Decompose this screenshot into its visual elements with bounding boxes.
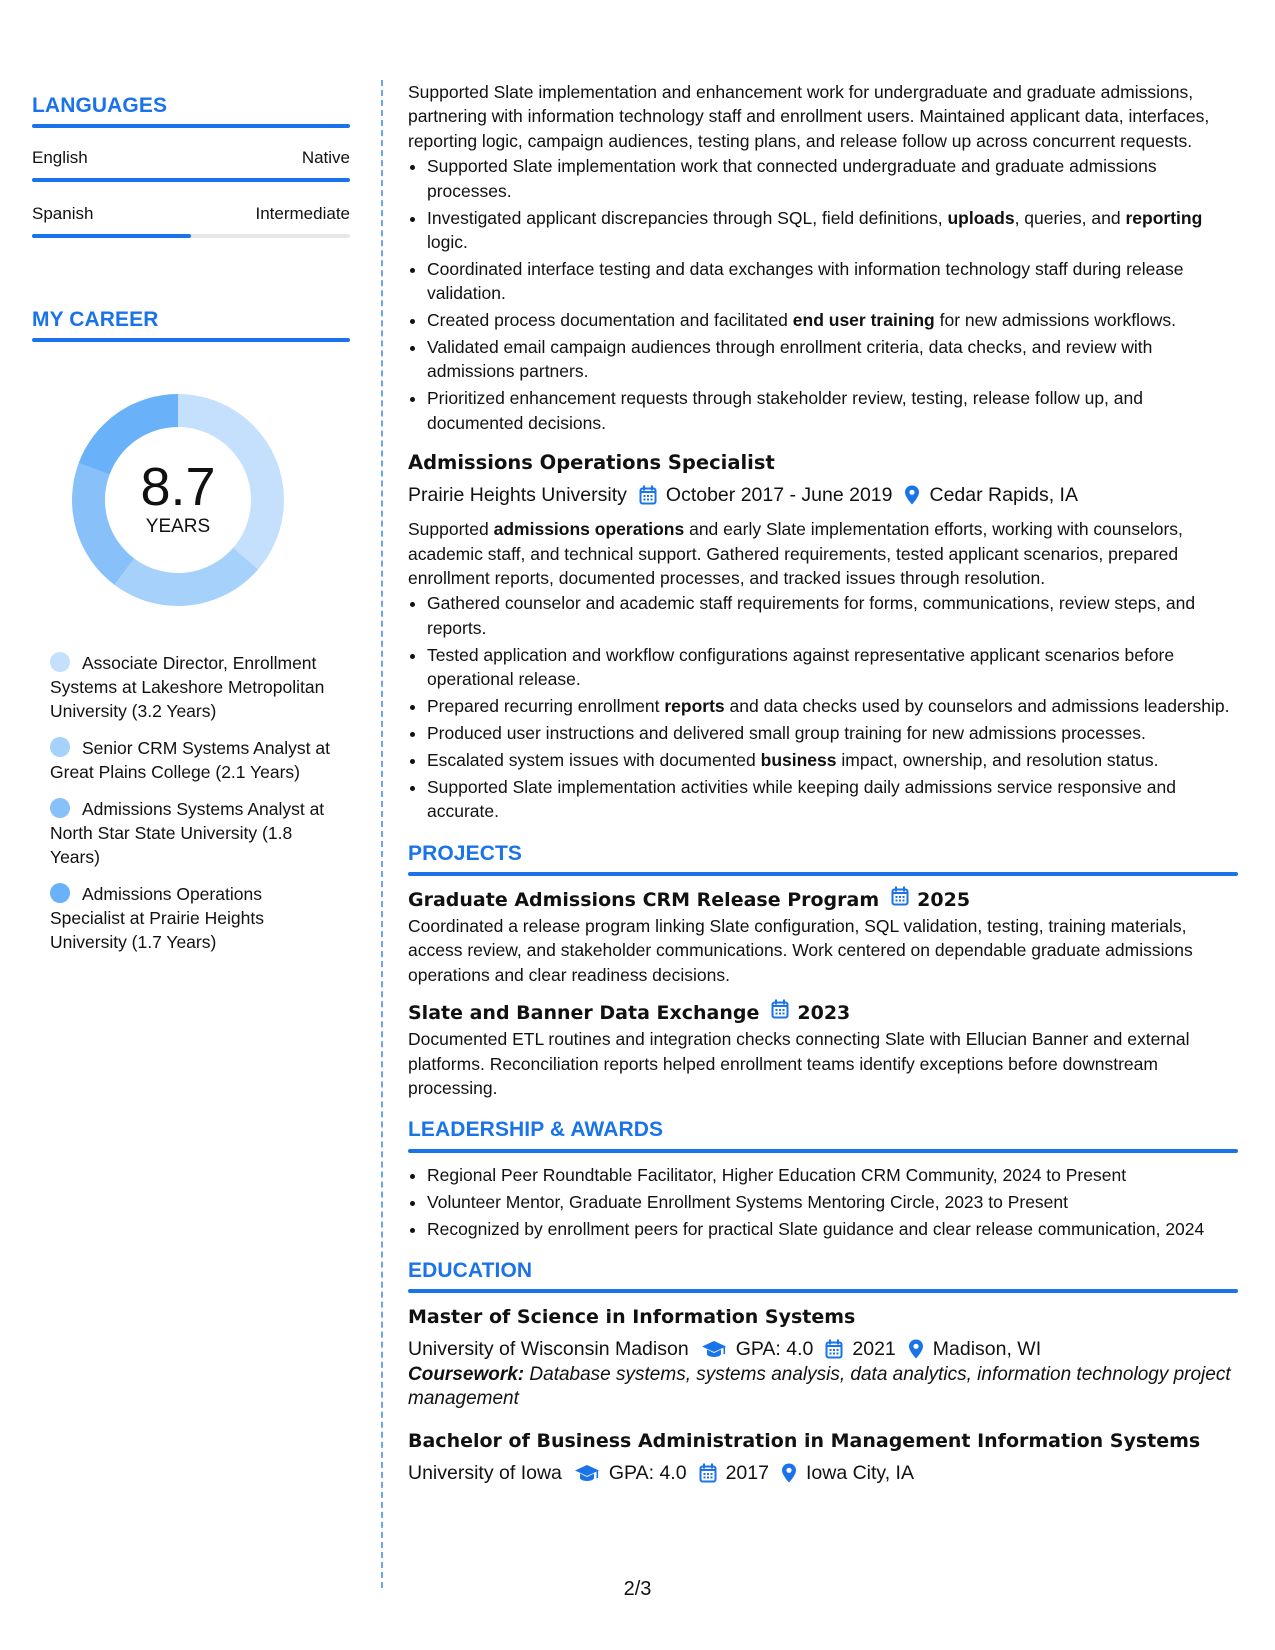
project-description: Coordinated a release program linking Slate configuration, SQL validation, testing, training materials, access review, and stakeholder communications. Work centered on dependable graduate admissions operations and clear readiness decisions. — [408, 915, 1193, 985]
degree-title: Master of Science in Information Systems — [408, 1306, 856, 1329]
bullet-item: • Created process documentation and facilitated end user training for new admissions workflows. — [427, 308, 1238, 332]
job-bullets — [427, 591, 1238, 823]
language-bar — [32, 234, 350, 238]
legend-label: Associate Director, Enrollment Systems at Lakeshore Metropolitan University (3.2 Years) — [50, 653, 325, 721]
career-rule — [32, 338, 350, 342]
language-level: Native — [301, 148, 350, 167]
legend-dot — [50, 737, 70, 757]
career-donut-center — [65, 457, 291, 538]
coursework: Coursework: Database systems, systems analysis, data analytics, information technology project management — [408, 1364, 1231, 1410]
bullet-item: • Tested application and workflow configurations against representative applicant scenarios before operational release. — [427, 643, 1238, 692]
bullet-item: • Produced user instructions and delivered small group training for new admissions processes. — [427, 721, 1238, 745]
leadership-section — [408, 1118, 1238, 1241]
graduation-year: 2017 — [725, 1462, 769, 1485]
project-name: Slate and Banner Data Exchange — [408, 1002, 760, 1025]
leadership-item: • Volunteer Mentor, Graduate Enrollment Systems Mentoring Circle, 2023 to Present — [427, 1190, 1238, 1214]
job-dates: October 2017 - June 2019 — [665, 484, 893, 507]
leadership-rule — [408, 1149, 1238, 1153]
calendar-icon — [699, 1463, 717, 1483]
calendar-icon — [825, 1339, 843, 1359]
legend-item — [50, 882, 340, 954]
legend-label: Admissions Systems Analyst at North Star State University (1.8 Years) — [50, 799, 325, 867]
leadership-item: • Recognized by enrollment peers for practical Slate guidance and clear release communication, 2024 — [427, 1217, 1238, 1241]
job-meta — [408, 481, 1238, 509]
career-donut-chart — [65, 387, 291, 613]
page-number: 2/3 — [623, 1578, 652, 1600]
prev-job-bullets — [427, 154, 1238, 435]
school-name: University of Wisconsin Madison — [408, 1338, 689, 1361]
language-item — [32, 148, 350, 182]
project-year: 2023 — [797, 1002, 851, 1025]
bullet-item: • Coordinated interface testing and data exchanges with information technology staff during release validation. — [427, 257, 1238, 306]
gpa: GPA: 4.0 — [735, 1338, 814, 1361]
school-location: Madison, WI — [932, 1338, 1042, 1361]
legend-dot — [50, 652, 70, 672]
calendar-icon — [639, 485, 657, 505]
graduation-cap-icon — [701, 1340, 727, 1358]
languages-rule — [32, 124, 350, 128]
graduation-cap-icon — [574, 1464, 600, 1482]
bullet-item: • Prioritized enhancement requests through stakeholder review, testing, release follow up, and documented decisions. — [427, 386, 1238, 435]
career-legend — [50, 651, 340, 954]
project-title — [408, 999, 1238, 1027]
language-bar — [32, 178, 350, 182]
education-meta — [408, 1335, 1238, 1363]
leadership-list — [427, 1163, 1238, 1241]
prev-job-summary: Supported Slate implementation and enhancement work for undergraduate and graduate admissions, partnering with information technology staff and enrollment users. Maintained applicant data, interfaces, reporting logic, campaign audiences, testing plans, and release follow up across concurrent requests. — [408, 82, 1210, 151]
language-bar-fill — [32, 234, 191, 238]
legend-dot — [50, 883, 70, 903]
bullet-item: • Supported Slate implementation activities while keeping daily admissions service responsive and accurate. — [427, 775, 1238, 824]
language-name: English — [32, 148, 88, 167]
gpa: GPA: 4.0 — [608, 1462, 687, 1485]
donut-segment-2 — [114, 548, 258, 606]
project-description: Documented ETL routines and integration checks connecting Slate with Ellucian Banner and external platforms. Reconciliation reports helped enrollment teams identify exceptions before downstream processing. — [408, 1029, 1190, 1098]
career-total-label: YEARS — [145, 516, 211, 537]
language-item — [32, 204, 350, 238]
bullet-item: • Supported Slate implementation work that connected undergraduate and graduate admissions processes. — [427, 154, 1238, 203]
sidebar — [32, 94, 350, 967]
job-location: Cedar Rapids, IA — [929, 484, 1078, 507]
legend-item — [50, 797, 340, 869]
projects-section — [408, 842, 1238, 1101]
bullet-item: • Prepared recurring enrollment reports and data checks used by counselors and admissions leadership. — [427, 694, 1238, 718]
language-name: Spanish — [32, 204, 94, 223]
job-summary: Supported admissions operations and early Slate implementation efforts, working with counselors, academic staff, and technical support. Gathered requirements, tested applicant scenarios, prepared enrollment reports, documented processes, and tracked issues through resolution. — [408, 519, 1183, 588]
leadership-item: • Regional Peer Roundtable Facilitator, Higher Education CRM Community, 2024 to Present — [427, 1163, 1238, 1187]
career-heading: MY CAREER — [32, 308, 159, 331]
graduation-year: 2021 — [852, 1338, 896, 1361]
project-title — [408, 886, 1238, 914]
column-divider — [381, 80, 383, 1588]
degree-title: Bachelor of Business Administration in Management Information Systems — [408, 1430, 1201, 1453]
legend-label: Senior CRM Systems Analyst at Great Plains College (2.1 Years) — [50, 738, 330, 782]
job-org: Prairie Heights University — [408, 484, 627, 507]
education-section — [408, 1259, 1238, 1487]
projects-rule — [408, 872, 1238, 876]
location-pin-icon — [781, 1463, 797, 1483]
calendar-icon — [891, 886, 909, 914]
school-location: Iowa City, IA — [805, 1462, 914, 1485]
language-bar-fill — [32, 178, 350, 182]
project-year: 2025 — [917, 888, 971, 911]
education-rule — [408, 1289, 1238, 1293]
project-name: Graduate Admissions CRM Release Program — [408, 888, 880, 911]
projects-heading: PROJECTS — [408, 841, 522, 865]
school-name: University of Iowa — [408, 1462, 562, 1485]
leadership-heading: LEADERSHIP & AWARDS — [408, 1118, 664, 1142]
education-heading: EDUCATION — [408, 1259, 533, 1283]
bullet-item: • Investigated applicant discrepancies through SQL, field definitions, uploads, queries, and reporting logic. — [427, 206, 1238, 255]
languages-heading: LANGUAGES — [32, 94, 168, 117]
location-pin-icon — [904, 485, 920, 505]
legend-item — [50, 736, 340, 784]
bullet-item: • Validated email campaign audiences through enrollment criteria, data checks, and review with admissions partners. — [427, 335, 1238, 384]
language-level: Intermediate — [255, 204, 350, 223]
bullet-item: • Gathered counselor and academic staff requirements for forms, communications, review steps, and reports. — [427, 591, 1238, 640]
legend-item — [50, 651, 340, 723]
main-column — [408, 80, 1238, 1495]
legend-label: Admissions Operations Specialist at Prairie Heights University (1.7 Years) — [50, 884, 264, 952]
career-total-years: 8.7 — [140, 457, 216, 517]
education-meta — [408, 1459, 1238, 1487]
bullet-item: • Escalated system issues with documented business impact, ownership, and resolution status. — [427, 748, 1238, 772]
location-pin-icon — [908, 1339, 924, 1359]
calendar-icon — [771, 999, 789, 1027]
legend-dot — [50, 798, 70, 818]
job-title: Admissions Operations Specialist — [408, 451, 775, 475]
